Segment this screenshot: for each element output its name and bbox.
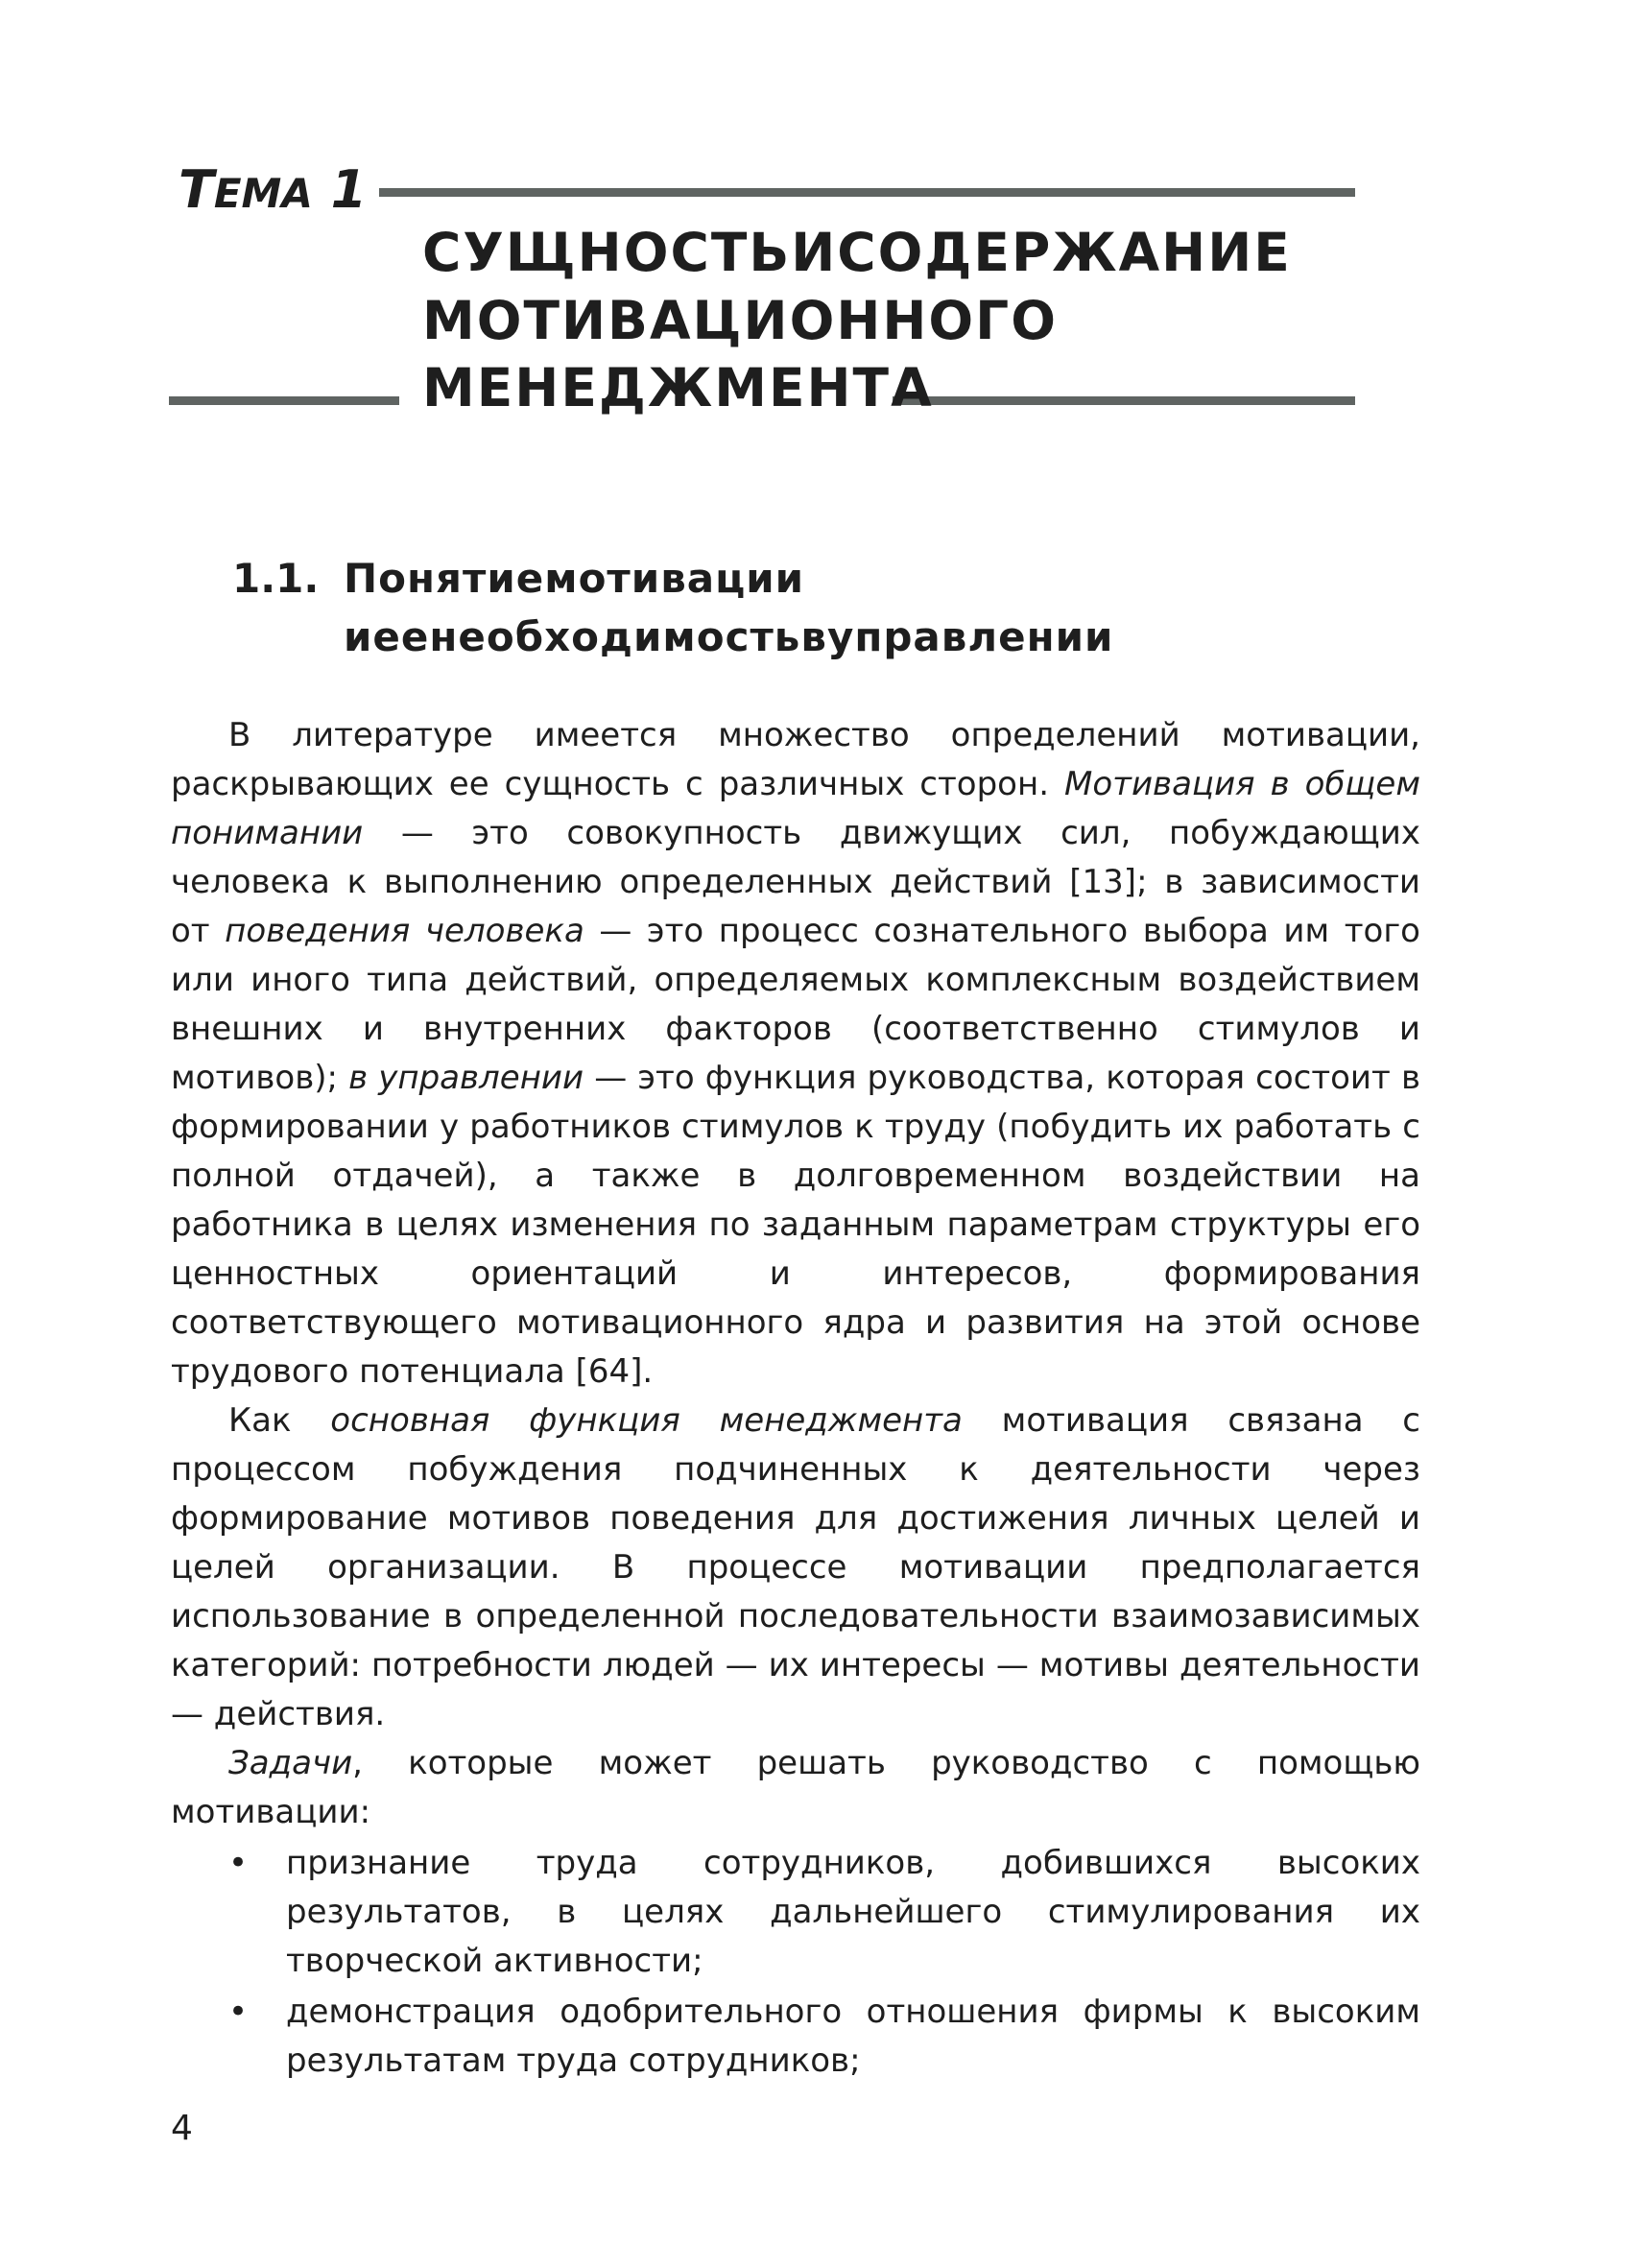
paragraph-definitions xyxy=(171,711,1420,1397)
paragraph-text: В литературе имеется множество определений мотивации, раскрывающих ее сущность с различных сторон. xyxy=(171,716,1420,803)
emphasis-term: Мотивация в общем понимании xyxy=(171,765,1420,852)
body-text xyxy=(171,711,1420,2086)
bottom-rule-left xyxy=(169,396,399,405)
chapter-title-line-1: СУЩНОСТЬИСОДЕРЖАНИЕ xyxy=(422,222,1292,283)
list-item-text: демонстрация одобрительного отношения фирмы к высоким результатам труда сотрудников; xyxy=(286,1993,1420,2080)
chapter-title-line-3: МЕНЕДЖМЕНТА xyxy=(422,357,934,418)
tasks-list xyxy=(171,1839,1420,2086)
emphasis-term: поведения человека xyxy=(225,912,584,950)
top-rule xyxy=(379,188,1355,197)
paragraph-text: — это совокупность движущих сил, побуждающих человека к выполнению определенных действий [13]; в зависимости от xyxy=(171,814,1420,950)
page-number: 4 xyxy=(171,2109,193,2148)
section-title-line-1: Понятиемотивации xyxy=(344,555,805,602)
emphasis-term: Задачи xyxy=(228,1744,353,1782)
paragraph-text: Как xyxy=(228,1401,331,1440)
list-item xyxy=(171,1839,1420,1986)
paragraph-text: мотивация связана с процессом побуждения подчиненных к деятельности через формирование мотивов поведения для достижения личных целей и целей организации. В процессе мотивации предполагается использование в определенной последовательности взаимозависимых категорий: потребности людей — их интересы — мотивы деятельности — действия. xyxy=(171,1401,1421,1733)
list-item xyxy=(171,1988,1420,2086)
emphasis-term: основная функция менеджмента xyxy=(330,1401,963,1440)
section-number: 1.1. xyxy=(232,555,320,602)
emphasis-term: в управлении xyxy=(348,1059,584,1097)
chapter-title-line-2: МОТИВАЦИОННОГО xyxy=(422,290,1058,351)
paragraph-text: , которые может решать руководство с помощью мотивации: xyxy=(171,1744,1420,1831)
bullet-icon: • xyxy=(228,1844,249,1882)
bottom-rule-right xyxy=(893,396,1355,405)
paragraph-text: — это функция руководства, которая состоит в формировании у работников стимулов к труду (побудить их работать с полной отдачей), а также в долговременном воздействии на работника в целях изменения по заданным параметрам структуры его ценностных ориентаций и интересов, формирования соответствующего мотивационного ядра и развития на этой основе трудового потенциала [64]. xyxy=(171,1059,1420,1391)
topic-label-first: Т xyxy=(179,159,214,220)
topic-label-rest: ЕМА xyxy=(213,170,313,217)
bullet-icon: • xyxy=(228,1993,249,2031)
list-item-text: признание труда сотрудников, добившихся высоких результатов, в целях дальнейшего стимулирования их творческой активности; xyxy=(286,1844,1420,1980)
topic-number: 1 xyxy=(330,159,368,220)
paragraph-text: — это процесс сознательного выбора им того или иного типа действий, определяемых комплексным воздействием внешних и внутренних факторов (соответственно стимулов и мотивов); xyxy=(171,912,1420,1097)
paragraph-tasks-intro xyxy=(171,1739,1420,1837)
section-title-line-2: иеенеобходимостьвуправлении xyxy=(344,613,1114,660)
topic-label xyxy=(179,161,367,223)
paragraph-management-function xyxy=(171,1397,1420,1739)
